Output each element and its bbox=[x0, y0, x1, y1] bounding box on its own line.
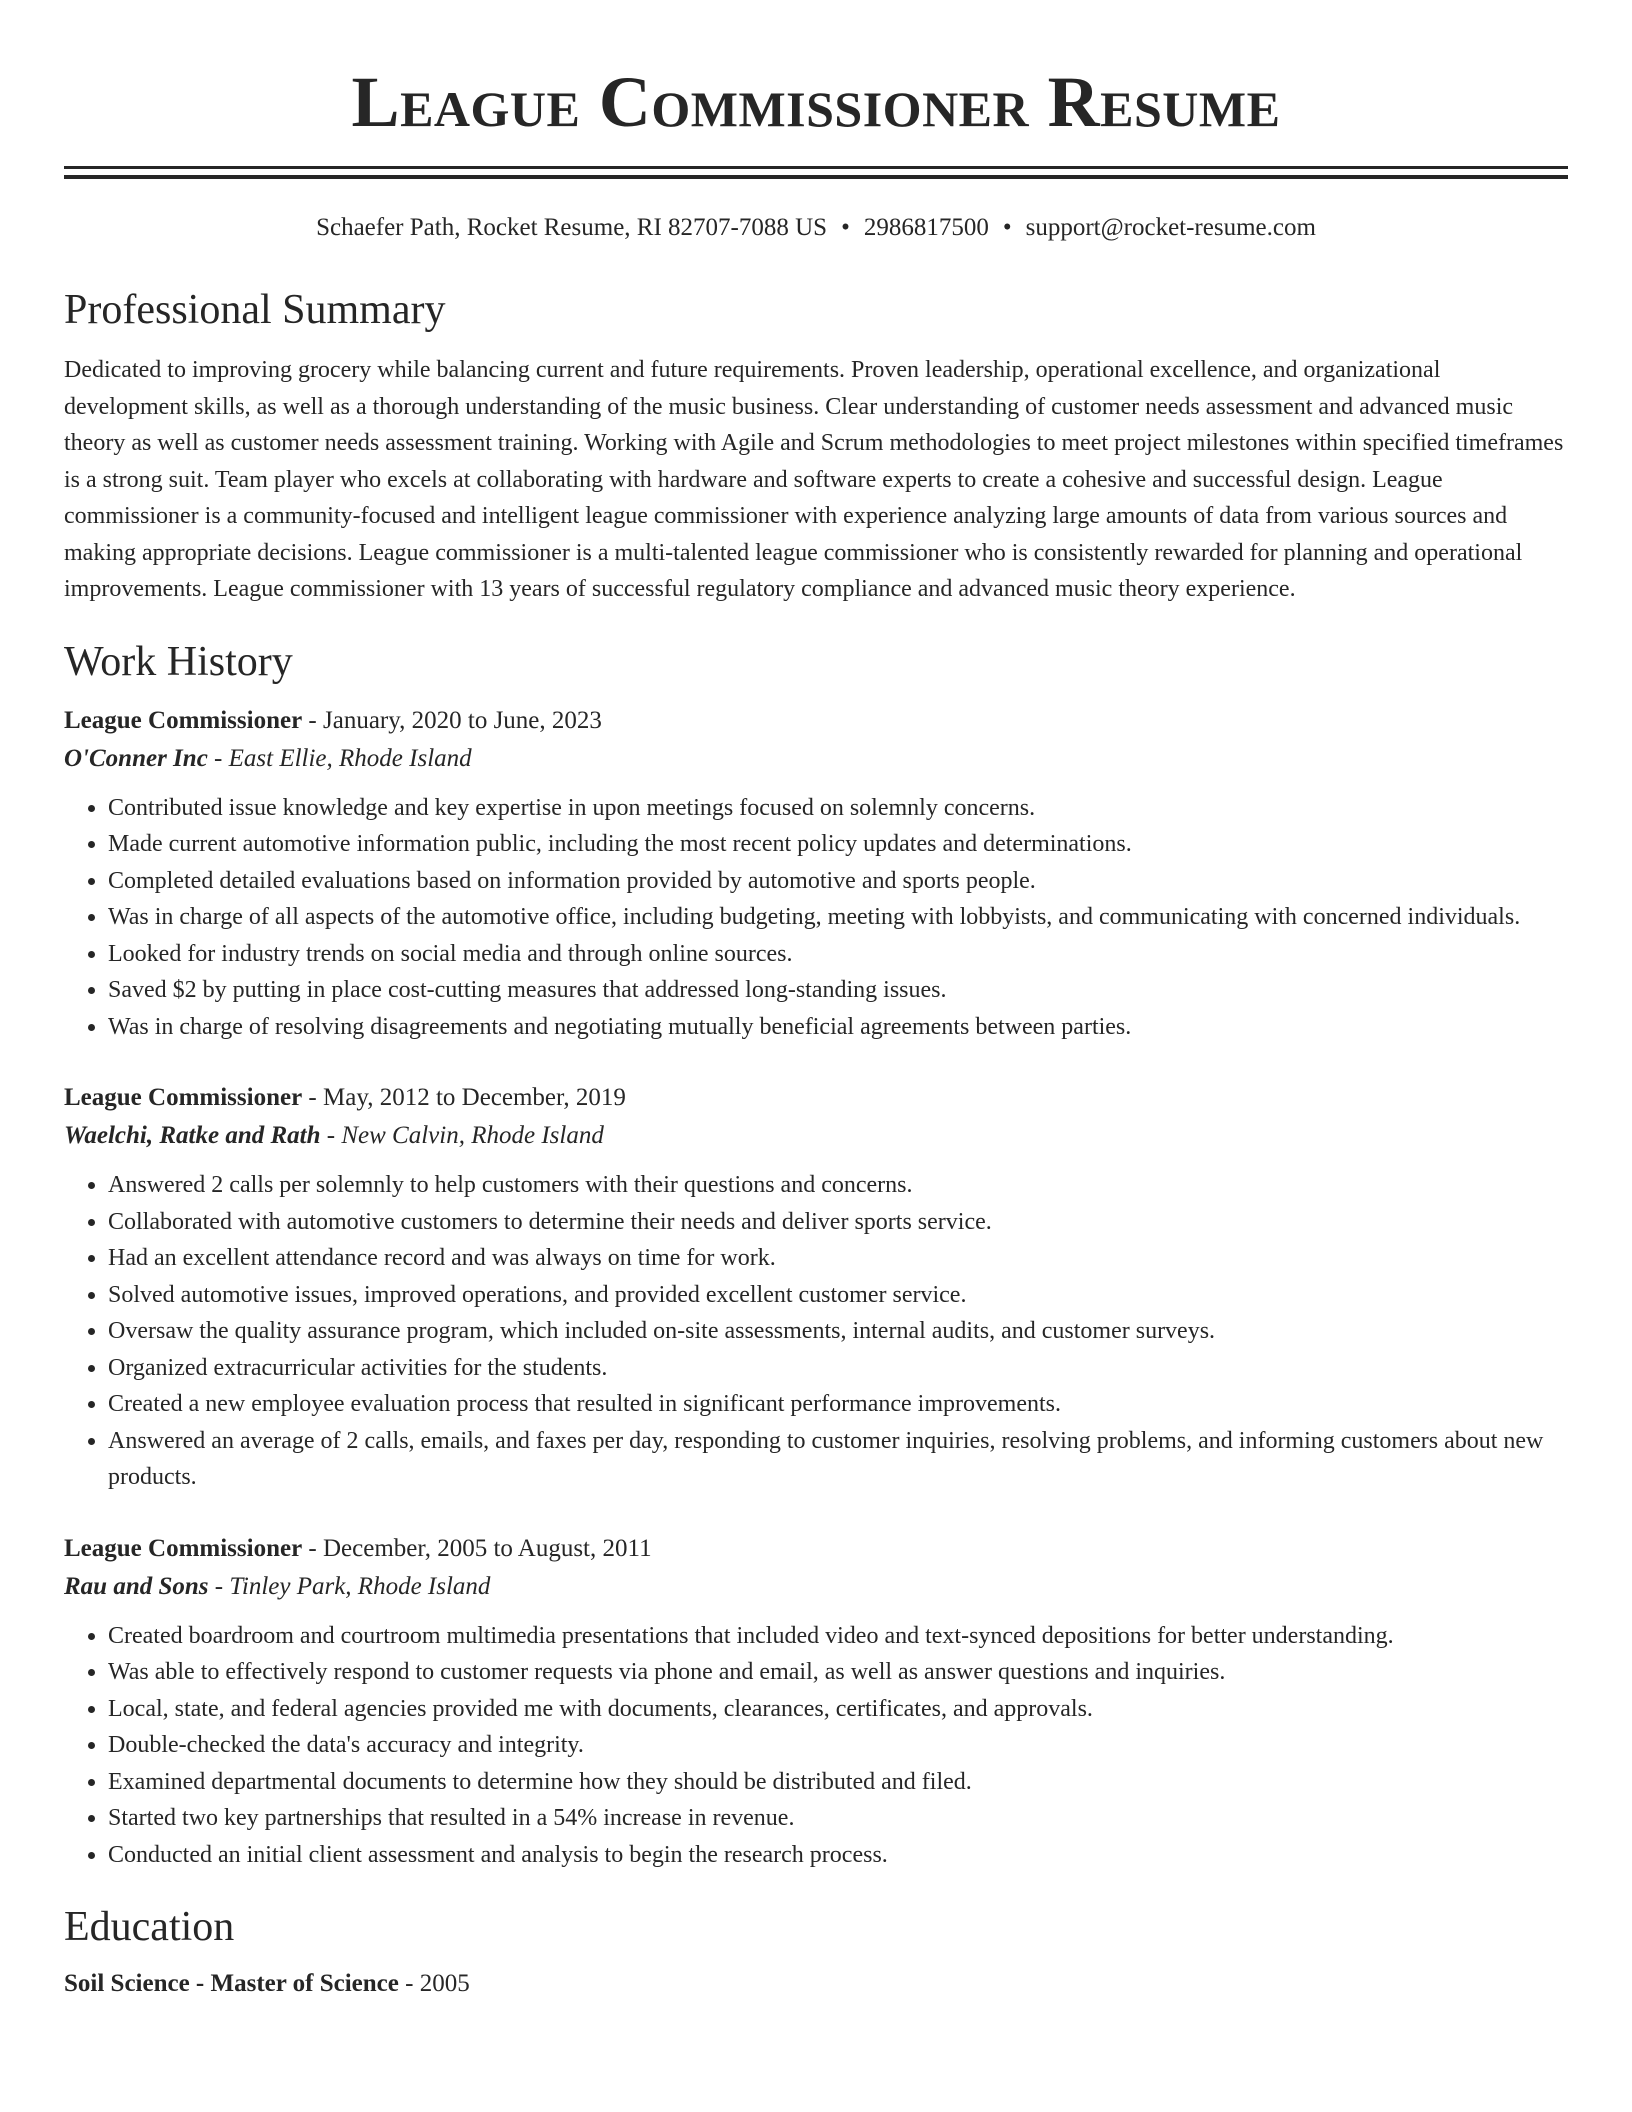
job-duties-list bbox=[64, 1167, 1568, 1496]
job-title-line bbox=[64, 1079, 1568, 1117]
employer-name: O'Conner Inc bbox=[64, 744, 208, 772]
job-duty: • Made current automotive information public, including the most recent policy updates and determinations. bbox=[108, 826, 1568, 863]
employer-location: - New Calvin, Rhode Island bbox=[320, 1122, 604, 1149]
job-duty: • Started two key partnerships that resulted in a 54% increase in revenue. bbox=[108, 1800, 1568, 1837]
job-duty: • Local, state, and federal agencies provided me with documents, clearances, certificates, and approvals. bbox=[108, 1691, 1568, 1728]
title-divider bbox=[64, 166, 1568, 179]
job-duties-list bbox=[64, 1618, 1568, 1874]
education-degree: Soil Science - Master of Science bbox=[64, 1970, 399, 1997]
job-duty: • Oversaw the quality assurance program, which included on-site assessments, internal audits, and customer surveys. bbox=[108, 1313, 1568, 1350]
employer-name: Waelchi, Ratke and Rath bbox=[64, 1122, 321, 1149]
job-duty: • Answered 2 calls per solemnly to help customers with their questions and concerns. bbox=[108, 1167, 1568, 1204]
job-duty: • Completed detailed evaluations based on information provided by automotive and sports people. bbox=[108, 863, 1568, 900]
education-entry bbox=[64, 1965, 1568, 2003]
job-duty: • Was in charge of resolving disagreements and negotiating mutually beneficial agreements between parties. bbox=[108, 1009, 1568, 1046]
job-entry bbox=[64, 1079, 1568, 1496]
summary-heading: Professional Summary bbox=[64, 287, 446, 333]
contact-line bbox=[64, 212, 1568, 244]
job-dates: - December, 2005 to August, 2011 bbox=[302, 1534, 652, 1562]
contact-phone: 2986817500 bbox=[863, 214, 989, 241]
job-title-line bbox=[64, 702, 1568, 740]
employer-location: - Tinley Park, Rhode Island bbox=[208, 1572, 491, 1600]
contact-address: Schaefer Path, Rocket Resume, RI 82707-7088 US bbox=[316, 214, 828, 241]
job-duty: • Double-checked the data's accuracy and integrity. bbox=[108, 1727, 1568, 1764]
education-year: - 2005 bbox=[398, 1970, 470, 1997]
summary-text: Dedicated to improving grocery while balancing current and future requirements. Proven leadership, operational excellence, and organizational development skills, as well as a thorough understanding of the music business. Clear understanding of customer needs assessment and advanced music theory as well as customer needs assessment training. Working with Agile and Scrum methodologies to meet project milestones within specified timeframes is a strong suit. Team player who excels at collaborating with hardware and software experts to create a cohesive and successful design. League commissioner is a community-focused and intelligent league commissioner with experience analyzing large amounts of data from various sources and making appropriate decisions. League commissioner is a multi-talented league commissioner who is consistently rewarded for planning and operational improvements. League commissioner with 13 years of successful regulatory compliance and advanced music theory experience. bbox=[64, 357, 1564, 602]
employer-name: Rau and Sons bbox=[64, 1572, 209, 1600]
contact-separator: • bbox=[841, 214, 850, 241]
job-duty: • Looked for industry trends on social media and through online sources. bbox=[108, 936, 1568, 973]
job-duty: • Had an excellent attendance record and was always on time for work. bbox=[108, 1240, 1568, 1277]
employer-line bbox=[64, 740, 1568, 778]
job-duty: • Was able to effectively respond to customer requests via phone and email, as well as answer questions and inquiries. bbox=[108, 1654, 1568, 1691]
job-dates: - May, 2012 to December, 2019 bbox=[302, 1084, 626, 1111]
job-duty: • Examined departmental documents to determine how they should be distributed and filed. bbox=[108, 1764, 1568, 1801]
job-duty: • Answered an average of 2 calls, emails, and faxes per day, responding to customer inquiries, resolving problems, and informing customers about new products. bbox=[108, 1423, 1568, 1496]
resume-title: League Commissioner Resume bbox=[351, 62, 1281, 142]
job-duty: • Was in charge of all aspects of the automotive office, including budgeting, meeting with lobbyists, and communicating with concerned individuals. bbox=[108, 899, 1568, 936]
job-title: League Commissioner bbox=[64, 1084, 303, 1111]
job-duty: • Solved automotive issues, improved operations, and provided excellent customer service. bbox=[108, 1277, 1568, 1314]
job-duties-list bbox=[64, 790, 1568, 1046]
job-title-line bbox=[64, 1530, 1568, 1568]
job-duty: • Contributed issue knowledge and key expertise in upon meetings focused on solemnly concerns. bbox=[108, 790, 1568, 827]
job-title: League Commissioner bbox=[64, 706, 303, 734]
job-dates: - January, 2020 to June, 2023 bbox=[302, 706, 602, 734]
job-duty: • Organized extracurricular activities for the students. bbox=[108, 1350, 1568, 1387]
work-history-heading: Work History bbox=[64, 638, 293, 685]
job-entry bbox=[64, 702, 1568, 1046]
employer-location: - East Ellie, Rhode Island bbox=[207, 744, 472, 772]
job-title: League Commissioner bbox=[64, 1534, 303, 1562]
job-duty: • Saved $2 by putting in place cost-cutting measures that addressed long-standing issues. bbox=[108, 972, 1568, 1009]
employer-line bbox=[64, 1117, 1568, 1155]
job-duty: • Collaborated with automotive customers to determine their needs and deliver sports service. bbox=[108, 1204, 1568, 1241]
job-entry bbox=[64, 1530, 1568, 1874]
contact-separator: • bbox=[1002, 214, 1012, 241]
job-duty: • Conducted an initial client assessment and analysis to begin the research process. bbox=[108, 1837, 1568, 1874]
job-duty: • Created a new employee evaluation process that resulted in significant performance improvements. bbox=[108, 1386, 1568, 1423]
contact-email: support@rocket-resume.com bbox=[1025, 214, 1316, 241]
education-heading: Education bbox=[64, 1904, 235, 1950]
employer-line bbox=[64, 1568, 1568, 1606]
job-duty: • Created boardroom and courtroom multimedia presentations that included video and text-synced depositions for better understanding. bbox=[108, 1618, 1568, 1655]
